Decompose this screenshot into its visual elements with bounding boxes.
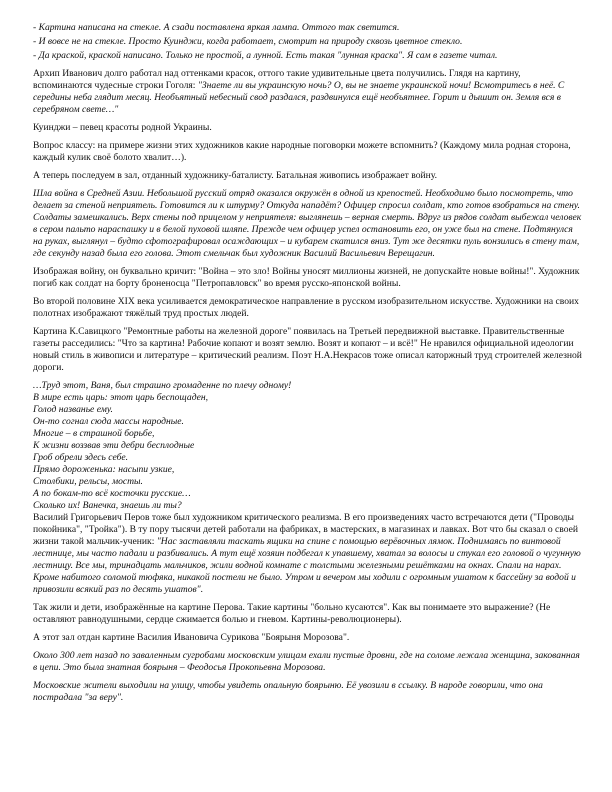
- paragraph-savitsky: Картина К.Савицкого "Ремонтные работы на железной дороге" появилась на Третьей передвижной выставке. Правительственные газеты расседились: "Что за картина! Рабочие копают и возят землю. Возят и копают – и всё!" Не нравился официальной идеологии новый стиль в живописи и литературе – критический реализм. Поэт Н.А.Некрасов тоже описал каторжный труд строителей железной дороги.: [33, 326, 582, 373]
- dialogue-line-glass: - Картина написана на стекле. А сзади поставлена яркая лампа. Оттого так светится.: [33, 22, 400, 33]
- paragraph-text: Архип Иванович долго работал над оттенками красок, оттого такие удивительные цвета получились. Глядя на картину, вспоминаются чудесные строки Гоголя:: [33, 68, 521, 91]
- dialogue-line-moon-paint: - Да краской, краской написано. Только не простой, а лунной. Есть такая "лунная краска". Я сам в газете читал.: [33, 50, 498, 61]
- poem-line: Гроб обрели здесь себе.: [33, 452, 129, 463]
- poem-line: В мире есть царь: этот царь беспощаден,: [33, 392, 209, 403]
- paragraph-kuindzhi-singer: Куинджи – певец красоты родной Украины.: [33, 122, 212, 133]
- paragraph-battle-hall: А теперь последуем в зал, отданный художнику-баталисту. Батальная живопись изображает войну.: [33, 170, 437, 181]
- nekrasov-poem: [33, 380, 582, 512]
- paragraph-surikov-hall: А этот зал отдан картине Василия Ивановича Сурикова "Боярыня Морозова".: [33, 632, 350, 643]
- paragraph-war-is-evil: Изображая войну, он буквально кричит: "Война – это зло! Войны уносят миллионы жизней, не допускайте новые войны!". Художник погиб как солдат на борту броненосца "Петропавловск" во время русско-японской войны.: [33, 266, 580, 289]
- paragraph-kuindzhi-colors: [33, 68, 582, 116]
- paragraph-morozova-exile: Московские жители выходили на улицу, чтобы увидеть опальную боярыню. Её увозили в ссылку. В народе говорили, что она пострадала "за веру".: [33, 680, 543, 703]
- paragraph-morozova-story: Около 300 лет назад по заваленным сугробами московским улицам ехали пустые дровни, где на соломе лежала женщина, закованная в цепи. Это была знатная боярыня – Феодосья Прокопьевна Морозова.: [33, 650, 580, 673]
- poem-line: Столбики, рельсы, мосты.: [33, 476, 143, 487]
- poem-line: К жизни воззвав эти дебри бесплодные: [33, 440, 195, 451]
- poem-line: Голод названье ему.: [33, 404, 113, 415]
- gogol-quote: "Знаете ли вы украинскую ночь? О, вы не знаете украинской ночи! Всмотритесь в неё. С середины неба глядит месяц. Необъятный небесный свод раздался, раздвинулся ещё необъятнее. Горит и дышит он. Земля вся в серебряном свете…": [33, 80, 565, 115]
- poem-line: …Труд этот, Ваня, был страшно громаденне по плечу одному!: [33, 380, 292, 391]
- paragraph-xix-century: Во второй половине XIX века усиливается демократическое направление в русском изобразительном искусстве. Художники на своих полотнах изображают тяжёлый труд простых людей.: [33, 296, 579, 319]
- poem-line: Многие – в страшной борьбе,: [33, 428, 155, 439]
- paragraph-class-question: Вопрос классу: на примере жизни этих художников какие народные поговорки можете вспомнить? (Каждому мила родная сторона, каждый кулик своё болото хвалит…).: [33, 140, 571, 163]
- poem-line: Сколько их! Ванечка, знаешь ли ты?: [33, 500, 182, 511]
- paragraph-text: Василий Григорьевич Перов тоже был художником критического реализма. В его произведениях часто встречаются дети ("Проводы покойника", "Тройка"). В ту пору тысячи детей работали на фабриках, в мастерских, в магазинах и лавках. Вот что бы сказал о своей жизни такой мальчик-ученик:: [33, 512, 579, 547]
- poem-line: Он-то согнал сюда массы народные.: [33, 416, 184, 427]
- paragraph-perov: [33, 512, 582, 596]
- poem-line: Прямо дороженька: насыпи узкие,: [33, 464, 175, 475]
- paragraph-perov-children: Так жили и дети, изображённые на картине Перова. Такие картины "больно кусаются". Как вы понимаете это выражение? (Не оставляют равнодушными, сердце сжимается болью и гневом. Картины-революционеры).: [33, 602, 551, 625]
- poem-line: А по бокам-то всё косточки русские…: [33, 488, 191, 499]
- apprentice-quote: "Нас заставляли таскать ящики на спине с помощью верёвочных лямок. Поднимаясь по винтовой лестнице, мы часто падали и разбивались. А тут ещё хозяин подбегал к упавшему, хватал за волосы и стукал его головой о чугунную лестницу. Все мы, тринадцать мальчиков, жили водной комнате с толстыми железными решётками на окнах. Спали на нарах. Кроме набитого соломой тюфяка, никакой постели не было. Утром и вечером мы ходили с огромным ушатом к бассейну за водой и привозили всякий раз по десять ушатов".: [33, 536, 581, 595]
- paragraph-vereshchagin-story: Шла война в Средней Азии. Небольшой русский отряд оказался окружён в одной из крепостей. Необходимо было посмотреть, что делает за стеной неприятель. Готовится ли к штурму? Откуда нападёт? Офицер спросил солдат, кто готов взобраться на стену. Солдаты замешкались. Верх стены под прицелом у неприятеля: выглянешь – верная смерть. Вдруг из рядов солдат выбежал человек в сером пальто нараспашку и в белой пуховой шляпе. Прежде чем офицер успел остановить его, он уже был на стене. Подтянулся на руках, выглянул – будто сфотографировал осаждающих – и кубарем скатился вниз. Тут же десятки пуль вонзились в стену там, где секунду назад была его голова. Этот смельчак был художник Василий Васильевич Верещагин.: [33, 188, 582, 259]
- dialogue-line-colored-glass: - И вовсе не на стекле. Просто Куинджи, когда работает, смотрит на природу сквозь цветное стекло.: [33, 36, 463, 47]
